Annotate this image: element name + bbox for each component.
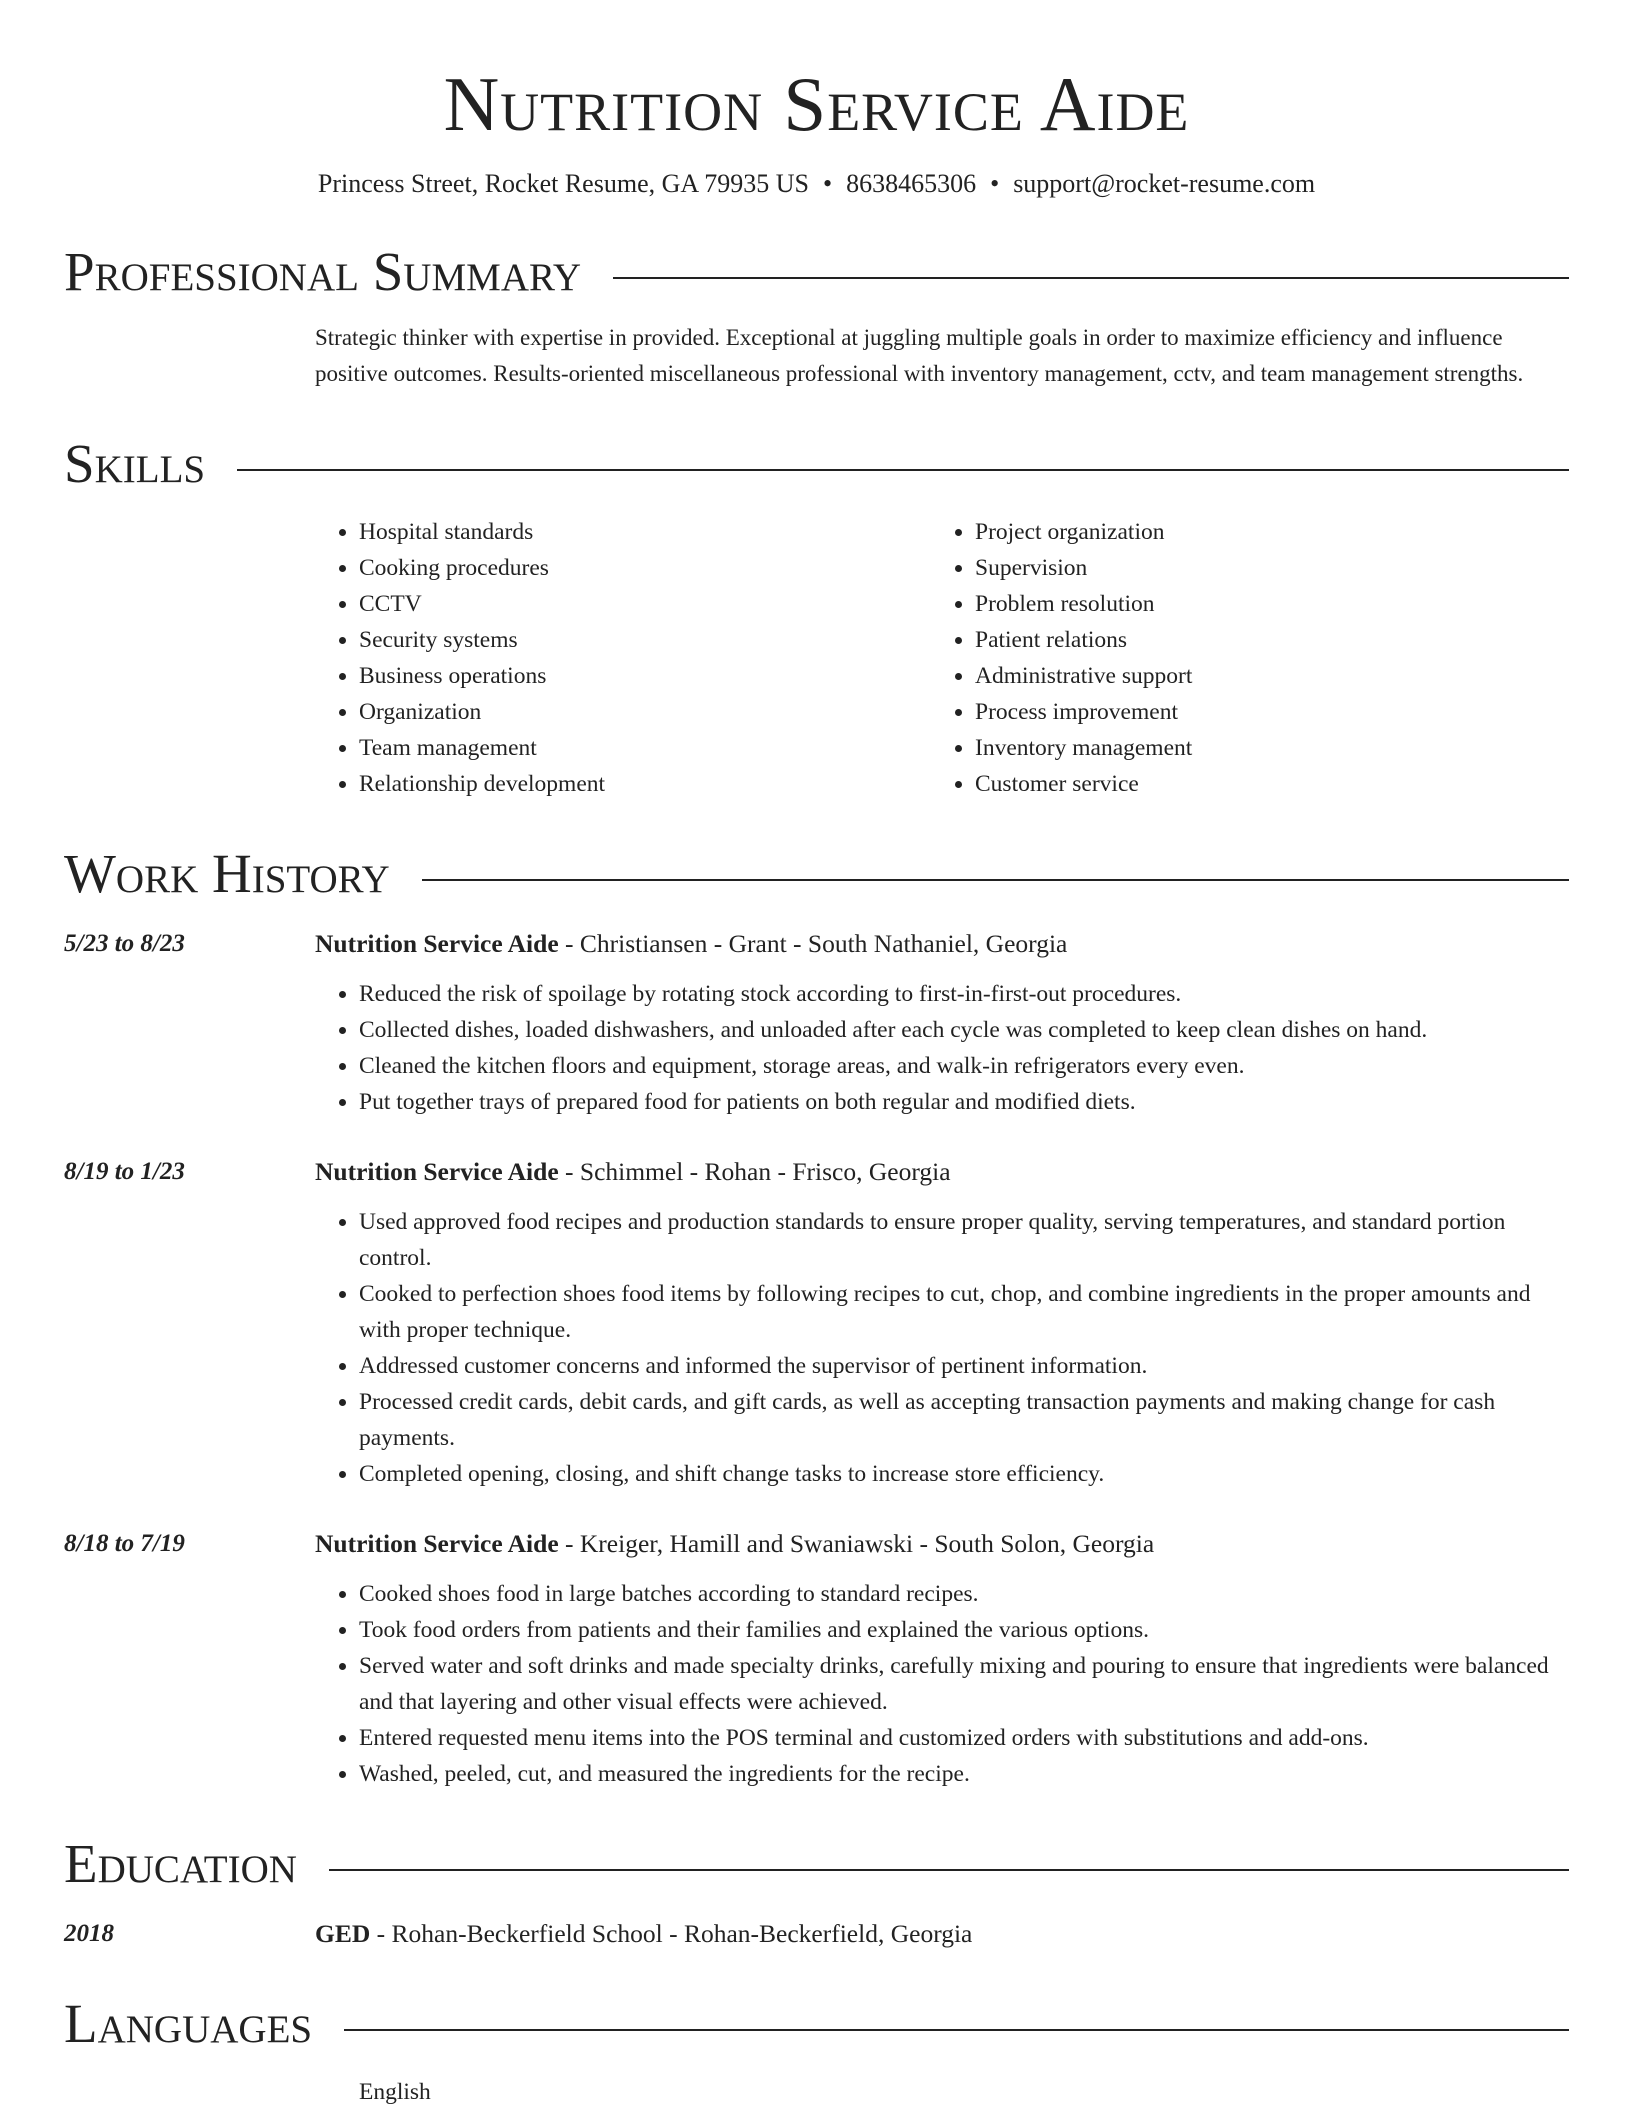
- contact-email: support@rocket-resume.com: [1013, 169, 1316, 198]
- work-heading: Work History: [64, 843, 390, 904]
- skills-section-header: [64, 432, 1569, 496]
- job-bullet: • Collected dishes, loaded dishwashers, and unloaded after each cycle was completed to keep clean dishes on hand.: [359, 1012, 1569, 1048]
- languages-heading: Languages: [64, 1993, 313, 2054]
- job-title-line: [315, 926, 1569, 962]
- job-bullet: • Took food orders from patients and their families and explained the various options.: [359, 1612, 1569, 1648]
- skill-item: • Administrative support: [975, 658, 1547, 694]
- job-title-line: [315, 1526, 1569, 1562]
- skill-item: • Organization: [359, 694, 931, 730]
- job-entry: [64, 1154, 1569, 1492]
- job-employer: - Christiansen - Grant - South Nathaniel, Georgia: [558, 929, 1068, 958]
- skill-item: • Cooking procedures: [359, 550, 931, 586]
- job-bullets: [315, 976, 1569, 1120]
- job-bullet: • Reduced the risk of spoilage by rotating stock according to first-in-first-out procedures.: [359, 976, 1569, 1012]
- skill-item: • Problem resolution: [975, 586, 1547, 622]
- job-dates: 5/23 to 8/23: [64, 930, 185, 957]
- skill-item: • Patient relations: [975, 622, 1547, 658]
- section-divider: [422, 879, 1569, 881]
- job-entry: [64, 1526, 1569, 1792]
- skill-item: • CCTV: [359, 586, 931, 622]
- job-bullets: [315, 1576, 1569, 1792]
- summary-heading: Professional Summary: [64, 241, 582, 302]
- skills-heading: Skills: [64, 433, 206, 494]
- skill-item: • Inventory management: [975, 730, 1547, 766]
- candidate-name: Nutrition Service Aide: [443, 61, 1190, 147]
- skill-item: • Process improvement: [975, 694, 1547, 730]
- job-title: Nutrition Service Aide: [315, 929, 559, 958]
- job-bullet: • Cooked to perfection shoes food items by following recipes to cut, chop, and combine ingredients in the proper amounts and with proper technique.: [359, 1276, 1569, 1348]
- contact-line: [64, 168, 1569, 200]
- skill-item: • Business operations: [359, 658, 931, 694]
- job-bullet: • Processed credit cards, debit cards, and gift cards, as well as accepting transaction payments and making change for cash payments.: [359, 1384, 1569, 1456]
- languages-section-header: [64, 1992, 1569, 2056]
- job-bullet: • Put together trays of prepared food for patients on both regular and modified diets.: [359, 1084, 1569, 1120]
- job-bullet: • Completed opening, closing, and shift change tasks to increase store efficiency.: [359, 1456, 1569, 1492]
- job-title: Nutrition Service Aide: [315, 1157, 559, 1186]
- work-section-header: [64, 842, 1569, 906]
- summary-section-header: [64, 240, 1569, 304]
- section-divider: [613, 277, 1569, 279]
- job-dates: 8/18 to 7/19: [64, 1530, 185, 1557]
- summary-text: Strategic thinker with expertise in provided. Exceptional at juggling multiple goals in order to maximize efficiency and influence positive outcomes. Results-oriented miscellaneous professional with inventory management, cctv, and team management strengths.: [315, 325, 1524, 386]
- language-item: English: [359, 2079, 431, 2105]
- skill-item: • Project organization: [975, 514, 1547, 550]
- contact-phone: 8638465306: [846, 169, 977, 198]
- skill-item: • Customer service: [975, 766, 1547, 802]
- skill-item: • Security systems: [359, 622, 931, 658]
- education-line: [315, 1916, 1569, 1952]
- job-employer: - Kreiger, Hamill and Swaniawski - South Solon, Georgia: [558, 1529, 1155, 1558]
- languages-list: [315, 2074, 1569, 2110]
- job-title: Nutrition Service Aide: [315, 1529, 559, 1558]
- job-title-line: [315, 1154, 1569, 1190]
- education-school: - Rohan-Beckerfield School - Rohan-Beckerfield, Georgia: [370, 1919, 973, 1948]
- section-divider: [329, 1869, 1569, 1871]
- job-employer: - Schimmel - Rohan - Frisco, Georgia: [558, 1157, 951, 1186]
- job-bullet: • Addressed customer concerns and informed the supervisor of pertinent information.: [359, 1348, 1569, 1384]
- skill-item: • Supervision: [975, 550, 1547, 586]
- skill-item: • Hospital standards: [359, 514, 931, 550]
- skills-column-left: [315, 514, 931, 802]
- job-entry: [64, 926, 1569, 1120]
- job-bullet: • Cooked shoes food in large batches according to standard recipes.: [359, 1576, 1569, 1612]
- contact-separator: •: [822, 169, 833, 198]
- resume-page: [64, 0, 1569, 2110]
- job-bullet: • Washed, peeled, cut, and measured the ingredients for the recipe.: [359, 1756, 1569, 1792]
- skills-column-right: [931, 514, 1547, 802]
- job-bullets: [315, 1204, 1569, 1492]
- skill-item: • Relationship development: [359, 766, 931, 802]
- education-date: 2018: [64, 1920, 114, 1947]
- contact-address: Princess Street, Rocket Resume, GA 79935 US: [317, 169, 809, 198]
- section-divider: [344, 2029, 1569, 2031]
- job-bullet: • Entered requested menu items into the POS terminal and customized orders with substitutions and add-ons.: [359, 1720, 1569, 1756]
- section-divider: [237, 469, 1569, 471]
- job-dates: 8/19 to 1/23: [64, 1158, 185, 1185]
- job-bullet: • Served water and soft drinks and made specialty drinks, carefully mixing and pouring to ensure that ingredients were balanced and that layering and other visual effects were achieved.: [359, 1648, 1569, 1720]
- education-entry: [64, 1916, 1569, 1952]
- job-bullet: • Cleaned the kitchen floors and equipment, storage areas, and walk-in refrigerators every even.: [359, 1048, 1569, 1084]
- job-bullet: • Used approved food recipes and production standards to ensure proper quality, serving temperatures, and standard portion control.: [359, 1204, 1569, 1276]
- contact-separator: •: [990, 169, 1000, 198]
- education-section-header: [64, 1832, 1569, 1896]
- education-heading: Education: [64, 1833, 297, 1894]
- education-degree: GED: [315, 1919, 371, 1948]
- skills-list: [315, 514, 1569, 802]
- skill-item: • Team management: [359, 730, 931, 766]
